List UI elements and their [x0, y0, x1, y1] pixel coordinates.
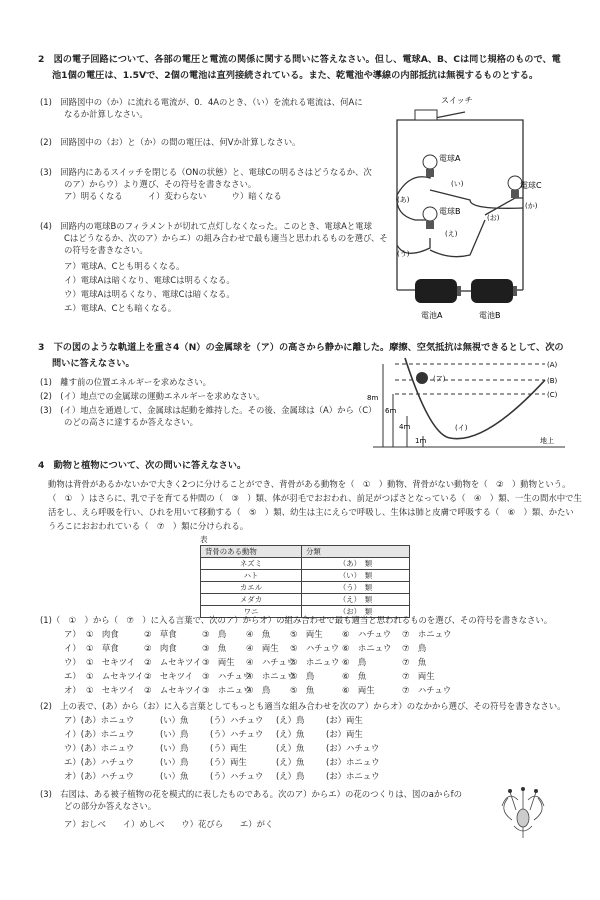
- option-part: オ）(あ）ハチュウ: [64, 771, 135, 781]
- option-part: イ）: [64, 643, 81, 653]
- lamp-b-label: 電球B: [439, 207, 461, 216]
- node-o-label: (お): [487, 214, 500, 222]
- q2-option-e: エ）電球A、Cとも暗くなる。: [64, 303, 177, 313]
- table-cell: （お） 類: [302, 606, 410, 618]
- q4-sub1: (1)（ ① ）から（ ⑦ ）に入る言葉で、次のア）からオ）の組み合わせで最も適当と思われるものを選び、その符号を書きなさい。: [40, 615, 553, 625]
- option-part: (え）魚: [276, 743, 305, 753]
- battery-a-label: 電池A: [421, 311, 443, 320]
- q4-sub2: (2) 上の表で、(あ）から（お）に入る言葉としてもっとも適当な組み合わせを次のア）からオ）のなかから選び、その符号を書きなさい。: [40, 701, 566, 711]
- option-part: (え）鳥: [276, 771, 305, 781]
- q3-sub2: (2) (イ）地点での金属球の運動エネルギーを求めなさい。: [40, 391, 265, 401]
- table-row: [201, 570, 410, 582]
- lamp-a-icon: [423, 155, 437, 177]
- table-cell: （あ） 類: [302, 558, 410, 570]
- q2-sub4-line3: の符号を書きなさい。: [64, 245, 148, 255]
- height-1m-label: 1m: [415, 437, 427, 445]
- option-part: ② セキツイ: [144, 671, 193, 681]
- option-part: ⑦ 魚: [402, 657, 427, 667]
- option-part: ① 肉食: [86, 629, 119, 639]
- q2-option-a: ア）電球A、Cとも明るくなる。: [64, 261, 185, 271]
- option-part: ⑤ 鳥: [290, 671, 315, 681]
- table-row: [201, 582, 410, 594]
- track-diagram: [365, 350, 570, 455]
- option-part: (お）ホニュウ: [326, 771, 380, 781]
- table-cell: カエル: [201, 582, 302, 594]
- option-part: ⑤ 両生: [290, 629, 323, 639]
- option-part: ③ ホニュウ: [202, 685, 252, 695]
- option-part: (お）両生: [326, 715, 363, 725]
- q3-heading-line1: 3 下の図のような軌道上を重さ4（N）の金属球を（ア）の高さから静かに離した。摩擦、空気抵抗は無視できるとして、次の: [38, 342, 564, 353]
- q2-heading-line1: 2 図の電子回路について、各部の電圧と電流の関係に関する問いに答えなさい。但し、電球A、B、Cは同じ規格のもので、電: [38, 54, 561, 65]
- q4-sub3-line1: (3) 右図は、ある被子植物の花を模式的に表したものである。次のア）からエ）の花のつくりは、図のaからfの: [40, 789, 462, 799]
- battery-b-label: 電池B: [479, 311, 501, 320]
- flower-diagram: [488, 780, 558, 840]
- point-i-label: (イ): [455, 424, 468, 432]
- q3-sub3-line2: のどの高さに達するか答えなさい。: [64, 417, 198, 427]
- level-a-label: (A): [547, 361, 558, 369]
- option-part: ⑥ 魚: [342, 671, 367, 681]
- q4-sub1-option: [64, 656, 426, 668]
- q2-sub3-line1: (3) 回路内にあるスイッチを閉じる（ONの状態）と、電球Cの明るさはどうなるか、次: [40, 167, 372, 177]
- table-cell: （う） 類: [302, 582, 410, 594]
- q3-sub3-line1: (3) (イ）地点を通過して、金属球は起動を維持した。その後、金属球は（A）から（C）: [40, 405, 377, 415]
- q4-sub3-line2: どの部分か答えなさい。: [64, 801, 157, 811]
- option-part: ④ 両生: [246, 643, 279, 653]
- option-part: ア）: [64, 629, 81, 639]
- option-part: ① 草食: [86, 643, 119, 653]
- option-part: (い）鳥: [160, 757, 189, 767]
- q4-paragraph-line1: 動物は背骨があるかないかで大きく2つに分けることができ、背骨がある動物を（ ① ）動物、背骨がない動物を（ ② ）動物という。: [48, 479, 571, 489]
- q4-sub2-option: [64, 742, 379, 754]
- height-4m-label: 4m: [399, 423, 411, 431]
- lamp-a-label: 電球A: [439, 154, 461, 163]
- option-part: ② 草食: [144, 629, 177, 639]
- table-caption: 表: [200, 535, 208, 544]
- metal-ball-icon: [416, 372, 428, 384]
- option-part: (う）ハチュウ: [210, 729, 264, 739]
- q4-paragraph-line4: うろこにおおわれている（ ⑦ ）類に分けられる。: [48, 521, 249, 531]
- table-cell: メダカ: [201, 594, 302, 606]
- q4-sub1-option: [64, 670, 435, 682]
- option-part: ② ムセキツイ: [144, 685, 202, 695]
- option-part: (う）ハチュウ: [210, 771, 264, 781]
- q4-paragraph-line3: 活をし、えら呼吸を行い、ひれを用いて移動する（ ⑤ ）類、幼生は主にえらで呼吸し、生体は肺と皮膚で呼吸する（ ⑥ ）類、かたい: [48, 507, 574, 517]
- option-part: エ）(あ）ハチュウ: [64, 757, 135, 767]
- q2-sub3-options: ア）明るくなる イ）変わらない ウ）暗くなる: [64, 191, 282, 201]
- q4-sub2-option: [64, 756, 380, 768]
- option-part: ④ ホニュウ: [246, 671, 296, 681]
- option-part: ⑥ 鳥: [342, 657, 367, 667]
- option-part: (い）鳥: [160, 729, 189, 739]
- option-part: ⑦ 両生: [402, 671, 435, 681]
- option-part: (お）両生: [326, 729, 363, 739]
- animal-table: [200, 545, 410, 618]
- node-u-label: (う): [397, 250, 410, 258]
- option-part: ③ 鳥: [202, 629, 227, 639]
- table-cell: ワニ: [201, 606, 302, 618]
- ground-label: 地上: [540, 437, 554, 445]
- q3-sub1: (1) 離す前の位置エネルギーを求めなさい。: [40, 377, 211, 387]
- option-part: ⑥ 両生: [342, 685, 375, 695]
- table-header-row: [201, 546, 410, 558]
- option-part: ウ）: [64, 657, 81, 667]
- table-cell: ネズミ: [201, 558, 302, 570]
- option-part: ⑦ ハチュウ: [402, 685, 452, 695]
- node-e-label: (え): [445, 230, 458, 238]
- q3-heading-line2: 問いに答えなさい。: [52, 358, 135, 369]
- option-part: ③ 両生: [202, 657, 235, 667]
- option-part: ウ）(あ）ホニュウ: [64, 743, 135, 753]
- option-part: (お）ホニュウ: [326, 757, 380, 767]
- q2-sub4-line1: (4) 回路内の電球Bのフィラメントが切れて点灯しなくなった。このとき、電球Aと電球: [40, 221, 372, 231]
- q4-sub2-option: [64, 728, 363, 740]
- lamp-b-icon: [423, 207, 437, 229]
- option-part: ⑦ 鳥: [402, 643, 427, 653]
- q2-sub1-line2: なるか計算しなさい。: [64, 109, 148, 119]
- q2-sub2: (2) 回路図中の（お）と（か）の間の電圧は、何Vか計算しなさい。: [40, 137, 301, 147]
- circuit-diagram: [375, 90, 555, 330]
- option-part: ③ 魚: [202, 643, 227, 653]
- q4-heading: 4 動物と植物について、次の問いに答えなさい。: [38, 460, 247, 471]
- table-row: [201, 594, 410, 606]
- option-part: ⑦ ホニュウ: [402, 629, 452, 639]
- lamp-c-label: 電球C: [520, 181, 542, 190]
- level-c-label: (C): [547, 391, 558, 399]
- node-a-label: (あ): [397, 196, 410, 204]
- option-part: ア）(あ）ホニュウ: [64, 715, 135, 725]
- option-part: ⑥ ホニュウ: [342, 643, 392, 653]
- table-header: 背骨のある動物: [201, 546, 302, 558]
- option-part: エ）: [64, 671, 81, 681]
- q4-sub1-option: [64, 642, 426, 654]
- option-part: ⑤ ハチュウ: [290, 643, 340, 653]
- table-row: [201, 558, 410, 570]
- point-a-label: (ア): [433, 375, 446, 383]
- q2-sub3-line2: のア）からウ）より選び、その符号を書きなさい。: [64, 179, 257, 189]
- height-6m-label: 6m: [385, 407, 397, 415]
- node-i-label: (い): [451, 180, 464, 188]
- option-part: ④ ハチュウ: [246, 657, 296, 667]
- option-part: イ）(あ）ホニュウ: [64, 729, 135, 739]
- q2-sub1-line1: (1) 回路図中の（か）に流れる電流が、0．4Aのとき、（い）を流れる電流は、何Aに: [40, 97, 363, 107]
- table-header: 分類: [302, 546, 410, 558]
- option-part: (う）両生: [210, 743, 247, 753]
- q4-sub2-option: [64, 714, 363, 726]
- height-8m-label: 8m: [367, 394, 379, 402]
- option-part: (う）ハチュウ: [210, 715, 264, 725]
- switch-icon: [415, 110, 437, 120]
- q2-heading-line2: 池1個の電圧は、1.5Vで、2個の電池は直列接続されている。また、乾電池や導線の内部抵抗は無視するものとする。: [52, 70, 539, 81]
- q2-sub4-line2: Cはどうなるか、次のア）からエ）の組み合わせで最も適当と思われるものを選び、そ: [64, 233, 388, 243]
- option-part: ④ 魚: [246, 629, 271, 639]
- q4-paragraph-line2: （ ① ）はさらに、乳で子を育てる仲間の（ ③ ）類、体が羽毛でおおわれ、前足がつばさとなっている（ ④ ）類、一生の間水中で生: [48, 493, 582, 503]
- option-part: (お）ハチュウ: [326, 743, 380, 753]
- option-part: (い）鳥: [160, 743, 189, 753]
- q2-option-i: イ）電球Aは暗くなり、電球Cは明るくなる。: [64, 275, 235, 285]
- q4-sub2-option: [64, 770, 380, 782]
- option-part: オ）: [64, 685, 81, 695]
- option-part: ① セキツイ: [86, 685, 135, 695]
- switch-label: スイッチ: [441, 96, 473, 105]
- option-part: ② 肉食: [144, 643, 177, 653]
- option-part: (い）魚: [160, 771, 189, 781]
- option-part: (え）魚: [276, 729, 305, 739]
- option-part: (え）鳥: [276, 715, 305, 725]
- option-part: ② ムセキツイ: [144, 657, 202, 667]
- table-cell: （え） 類: [302, 594, 410, 606]
- level-b-label: (B): [547, 377, 558, 385]
- table-cell: ハト: [201, 570, 302, 582]
- battery-a-icon: [415, 279, 461, 303]
- q4-sub3-options: ア）おしべ イ）めしべ ウ）花びら エ）がく: [64, 819, 274, 829]
- node-ka-label: (か): [525, 202, 538, 210]
- option-part: (え）魚: [276, 757, 305, 767]
- option-part: ⑥ ハチュウ: [342, 629, 392, 639]
- option-part: ① ムセキツイ: [86, 671, 144, 681]
- option-part: ③ ハチュウ: [202, 671, 252, 681]
- option-part: ④ 鳥: [246, 685, 271, 695]
- table-cell: （い） 類: [302, 570, 410, 582]
- q4-sub1-option: [64, 684, 451, 696]
- option-part: ⑤ ホニュウ: [290, 657, 340, 667]
- q4-sub1-option: [64, 628, 451, 640]
- option-part: ① セキツイ: [86, 657, 135, 667]
- option-part: (い）魚: [160, 715, 189, 725]
- q2-option-u: ウ）電球Aは明るくなり、電球Cは暗くなる。: [64, 289, 235, 299]
- option-part: ⑤ 魚: [290, 685, 315, 695]
- battery-b-icon: [471, 279, 517, 303]
- option-part: (う）両生: [210, 757, 247, 767]
